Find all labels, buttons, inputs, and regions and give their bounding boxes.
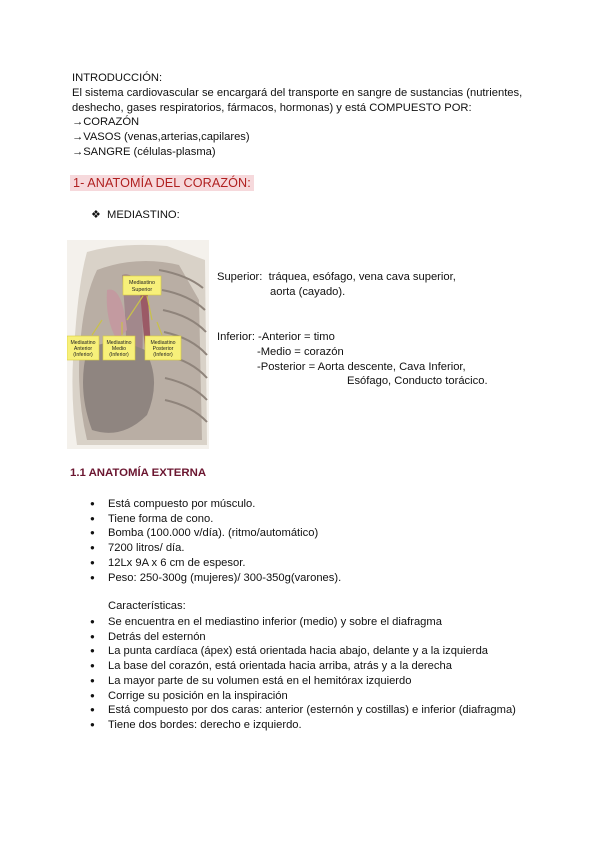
inferior-posterior-continued: Esófago, Conducto torácico. <box>347 375 488 387</box>
list-item: ● Tiene dos bordes: derecho e izquierdo. <box>90 718 516 733</box>
mediastino-subheading <box>91 208 180 221</box>
inferior-medio: -Medio = corazón <box>257 346 344 358</box>
mediastino-superior-block <box>217 270 456 285</box>
diamond-bullet-icon: ❖ <box>91 209 101 221</box>
list-item: ● Está compuesto por dos caras: anterior (esternón y costillas) e inferior (diafragma) <box>90 703 516 718</box>
svg-text:Mediastino: Mediastino <box>150 340 176 346</box>
list-item: ● La base del corazón, está orientada hacia arriba, atrás y a la derecha <box>90 659 516 674</box>
list-item: ● Detrás del esternón <box>90 630 516 645</box>
inferior-anterior: -Anterior = timo <box>258 331 335 343</box>
intro-line-1: El sistema cardiovascular se encargará del transporte en sangre de sustancias (nutrientes, <box>72 86 523 99</box>
inferior-label: Inferior: <box>217 331 255 343</box>
intro-item-sangre: →SANGRE (células-plasma) <box>72 145 216 158</box>
list-item: ● La punta cardíaca (ápex) está orientada hacia abajo, delante y a la izquierda <box>90 644 516 659</box>
label-superior-line2: Superior <box>131 287 153 293</box>
label-anterior <box>67 336 99 360</box>
svg-text:Mediastino: Mediastino <box>70 340 96 346</box>
caracteristicas-label: Características: <box>108 600 186 612</box>
mediastinum-illustration <box>67 240 209 449</box>
superior-line-1: tráquea, esófago, vena cava superior, <box>268 271 456 283</box>
svg-text:Anterior: Anterior <box>73 346 93 352</box>
inferior-posterior: -Posterior = Aorta descente, Cava Inferior, <box>257 361 466 373</box>
list-item: ● Tiene forma de cono. <box>90 512 341 527</box>
intro-line-2: deshecho, gases respiratorios, fármacos, hormonas) y está COMPUESTO POR: <box>72 101 472 114</box>
label-superior <box>123 276 161 295</box>
list-item: ● La mayor parte de su volumen está en el hemitórax izquierdo <box>90 674 516 689</box>
intro-item-corazon: →CORAZÓN <box>72 116 140 129</box>
intro-heading: INTRODUCCIÓN: <box>72 72 163 84</box>
section-1-1-heading: 1.1 ANATOMÍA EXTERNA <box>70 467 207 479</box>
label-superior-line1: Mediastino <box>128 280 156 286</box>
superior-label: Superior: <box>217 271 263 283</box>
list-item: ● Peso: 250-300g (mujeres)/ 300-350g(varones). <box>90 571 341 586</box>
intro-section <box>72 71 522 160</box>
svg-text:(Inferior): (Inferior) <box>109 352 129 358</box>
svg-text:(Inferior): (Inferior) <box>153 352 173 358</box>
section-1-heading: 1- ANATOMÍA DEL CORAZÓN: <box>70 175 254 191</box>
intro-item-vasos: →VASOS (venas,arterias,capilares) <box>72 131 250 144</box>
list-item: ● Se encuentra en el mediastino inferior (medio) y sobre el diafragma <box>90 615 516 630</box>
label-posterior <box>145 336 181 360</box>
list-item: ● Corrige su posición en la inspiración <box>90 689 516 704</box>
list-item: ● 7200 litros/ día. <box>90 541 341 556</box>
svg-text:Posterior: Posterior <box>152 346 174 352</box>
mediastino-label: MEDIASTINO: <box>107 209 180 221</box>
svg-text:(Inferior): (Inferior) <box>73 352 93 358</box>
caracteristicas-list <box>90 615 516 733</box>
svg-text:Medio: Medio <box>111 346 127 352</box>
list-item: ● Bomba (100.000 v/día). (ritmo/automático) <box>90 526 341 541</box>
list-item: ● Está compuesto por músculo. <box>90 497 341 512</box>
superior-line-2: aorta (cayado). <box>270 286 346 298</box>
list-item: ● 12Lx 9A x 6 cm de espesor. <box>90 556 341 571</box>
external-anatomy-list <box>90 497 341 585</box>
mediastino-inferior-block <box>217 330 335 345</box>
label-medio <box>103 336 135 360</box>
svg-text:Mediastino: Mediastino <box>106 340 132 346</box>
